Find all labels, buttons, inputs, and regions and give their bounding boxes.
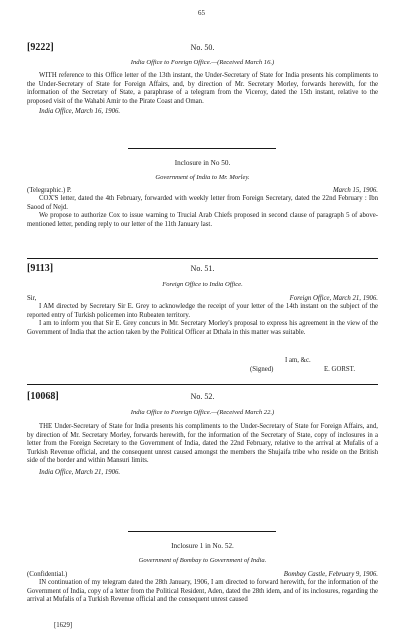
document-id: [9222] (27, 42, 54, 53)
separator-rule (27, 384, 378, 385)
document-number: No. 52. (190, 392, 215, 401)
document-id: [9113] (27, 263, 54, 274)
inclosure-caption: Government of India to Mr. Morley. (155, 174, 250, 181)
paragraph: I AM directed by Secretary Sir E. Grey to acknowledge the receipt of your letter of the 14th instant on the subject of the reported entry of Turkish policemen into Rubeaten territory. (27, 303, 378, 319)
salutation: Sir, (27, 295, 37, 302)
print-reference: [1629] (54, 622, 73, 629)
document-no-52 (27, 391, 378, 477)
classification-label: (Confidential.) (27, 571, 68, 578)
dateline-row (27, 570, 378, 579)
inclosure-1-no-52 (27, 541, 378, 605)
document-number: No. 50. (190, 43, 215, 52)
dateline-row (27, 294, 378, 303)
document-caption: India Office to Foreign Office.—(Received March 16.) (130, 59, 275, 66)
dateline: Foreign Office, March 21, 1906. (289, 295, 378, 302)
document-header (27, 391, 378, 405)
document-caption: Foreign Office to India Office. (162, 281, 243, 288)
telegram-label: (Telegraphic.) P. (27, 187, 72, 194)
document-body: THE Under-Secretary of State for India presents his compliments to the Under-Secretary of State for Foreign Affairs, and, by direction of Mr. Secretary Morley, forwards herewith, for the information of the Secretary of State, copy of inclosures in a letter from the Foreign Secretary to the Government of India, dated the 22nd February, relative to the arrival at Mufalis of a Turkish Revenue official, and the consequent unrest caused amongst the members the Shujaifa tribe who reside on the British side of the border and within Mansuri limits. (27, 423, 378, 465)
inclosure-title: Inclosure in No 50. (174, 159, 231, 167)
paragraph: I am to inform you that Sir E. Grey concurs in Mr. Secretary Morley's proposal to express his agreement in the view of the Government of India that the action taken by the Political Officer at Dthala in this matter was suitable. (27, 320, 378, 336)
paragraph: COX'S letter, dated the 4th February, forwarded with weekly letter from Foreign Secretary, dated the 22nd February : Ibn Saood of Nejd. (27, 195, 378, 211)
dateline-row (27, 186, 378, 195)
document-no-51 (27, 263, 378, 337)
document-body: WITH reference to this Office letter of the 13th instant, the Under-Secretary of State for India presents his compliments to the Under-Secretary of State for Foreign Affairs, and, by direction of Mr. Secretary Morley, forwards herewith, for the information of the Secretary of State, a paraphrase of a telegram from the Viceroy, dated the 15th instant, relative to the proposed visit of the Wahabi Amir to the Pirate Coast and Oman. (27, 72, 378, 105)
document-header (27, 263, 378, 277)
separator-short (128, 148, 276, 149)
paragraph: IN continuation of my telegram dated the 28th January, 1906, I am directed to forward herewith, for the information of the Government of India, copy of a letter from the Political Resident, Aden, dated the 28th idem, and of its inclosures, regarding the arrival at Mufalis of a Turkish Revenue official and the consequent unrest caused (27, 579, 378, 604)
document-date: India Office, March 16, 1906. (39, 108, 121, 116)
document-header (27, 42, 378, 56)
inclosure-no-50 (27, 158, 378, 229)
signed-label: (Signed) (250, 366, 274, 373)
document-caption: India Office to Foreign Office.—(Received March 22.) (130, 409, 275, 416)
dateline: March 15, 1906. (332, 187, 378, 194)
inclosure-caption: Government of Bombay to Government of India. (138, 557, 267, 564)
page-number: 65 (198, 9, 205, 17)
document-no-50 (27, 42, 378, 116)
paragraph: We propose to authorize Cox to issue warning to Trucial Arab Chiefs proposed in second clause of paragraph 5 of above-mentioned letter, pending reply to our letter of the 11th January last. (27, 212, 378, 228)
signer-name: E. GORST. (324, 366, 356, 373)
inclosure-title: Inclosure 1 in No. 52. (171, 542, 234, 550)
document-number: No. 51. (190, 264, 215, 273)
document-id: [10068] (27, 391, 59, 402)
document-date: India Office, March 21, 1906. (39, 468, 121, 476)
separator-short (128, 531, 276, 532)
dateline: Bombay Castle, February 9, 1906. (283, 571, 378, 578)
separator-rule (27, 258, 378, 259)
closing: I am, &c. (285, 357, 311, 364)
